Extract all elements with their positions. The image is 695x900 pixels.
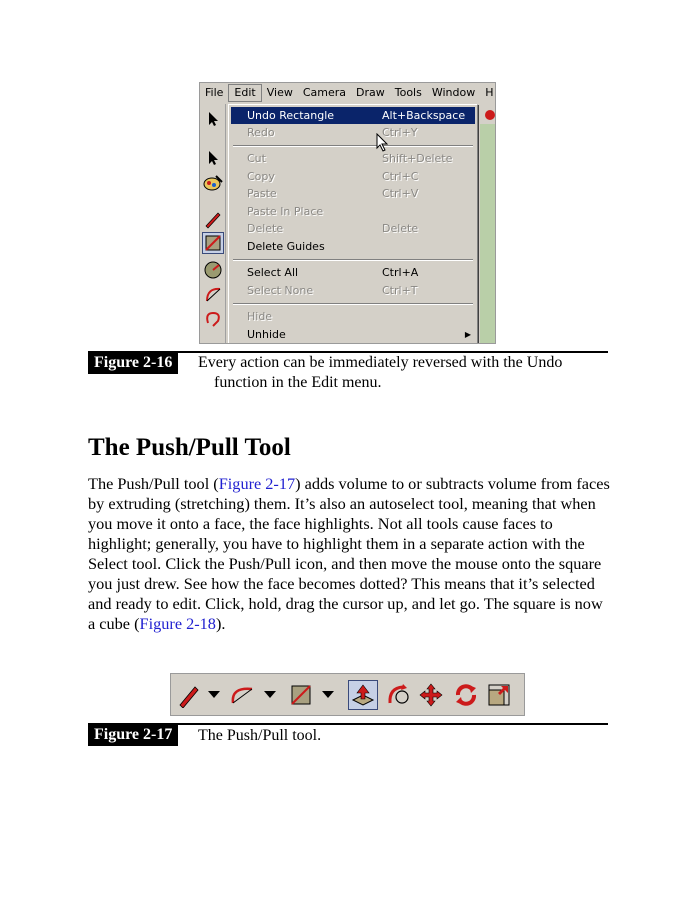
menu-file[interactable]: File (205, 86, 224, 99)
figure-2-16-caption-line-1: Every action can be immediately reversed with the Undo (198, 354, 563, 371)
menu-item-shortcut: Ctrl+Y (382, 126, 418, 139)
menu-item-shortcut: Delete (382, 222, 419, 235)
freehand-tool-icon[interactable] (202, 308, 224, 330)
menu-item-delete-guides[interactable] (231, 238, 475, 255)
select-arrow-icon[interactable] (202, 108, 224, 130)
figure-2-17-caption: The Push/Pull tool. (198, 727, 322, 744)
body-paragraph (88, 474, 612, 634)
dropdown-arrow-icon[interactable] (322, 691, 334, 698)
figure-2-17-label: Figure 2-17 (88, 724, 178, 746)
menu-help[interactable]: H (485, 86, 494, 99)
paragraph-text: ) adds volume to or subtracts volume from faces by extruding (stretching) them. It’s also an autoselect tool, meaning that when you move it onto a face, the face highlights. Not all tools cause faces to highlight; generally, you have to highlight them in a separate action with the Select tool. Click the Push/Pull icon, and then move the mouse onto the square you just drew. See how the face becomes dotted? This means that it’s selected and ready to edit. Click, hold, drag the cursor up, and let go. The square is now a cube ( (88, 474, 610, 633)
section-heading: The Push/Pull Tool (88, 434, 291, 461)
menu-item-shortcut: Ctrl+A (382, 266, 419, 279)
circle-tool-icon[interactable] (202, 259, 224, 281)
menu-item-shortcut: Ctrl+V (382, 187, 419, 200)
dropdown-arrow-icon[interactable] (264, 691, 276, 698)
menu-item-select-none[interactable] (231, 282, 475, 299)
menu-item-undo-rectangle[interactable] (231, 107, 475, 124)
menu-item-hide[interactable] (231, 308, 475, 325)
paragraph-text: The Push/Pull tool ( (88, 474, 219, 493)
figure-2-16-caption-line-2: function in the Edit menu. (214, 374, 382, 391)
menu-separator (233, 303, 473, 305)
menu-item-label: Copy (247, 170, 275, 183)
figure-reference-link[interactable]: Figure 2-18 (139, 614, 216, 633)
scale-tool-icon[interactable] (484, 680, 514, 710)
menu-item-select-all[interactable] (231, 264, 475, 281)
figure-reference-link[interactable]: Figure 2-17 (218, 474, 296, 493)
menu-separator (233, 145, 473, 147)
menu-item-label: Delete Guides (247, 240, 325, 253)
pencil-icon[interactable] (202, 208, 224, 230)
menu-item-unhide[interactable] (231, 326, 475, 343)
menu-camera[interactable]: Camera (302, 86, 347, 99)
menu-item-paste-in-place[interactable] (231, 203, 475, 220)
menu-item-label: Delete (247, 222, 284, 235)
paragraph-text: ). (215, 614, 226, 633)
menu-item-shortcut: Alt+Backspace (382, 109, 466, 122)
menu-item-label: Unhide (247, 328, 286, 341)
arc-tool-icon[interactable] (227, 680, 257, 710)
menu-item-shortcut: Shift+Delete (382, 152, 453, 165)
select-tool-icon[interactable] (202, 147, 224, 169)
menu-bar (200, 83, 496, 103)
figure-2-16-screenshot (199, 82, 496, 344)
figure-2-17-toolbar (170, 673, 525, 716)
edit-menu-dropdown (228, 104, 478, 344)
menu-edit[interactable]: Edit (228, 84, 261, 102)
menu-item-shortcut: Ctrl+T (382, 284, 418, 297)
menu-item-label: Paste (247, 187, 277, 200)
arc-tool-icon[interactable] (202, 284, 224, 306)
submenu-arrow-icon: ▶ (464, 330, 471, 339)
menu-item-shortcut: Ctrl+C (382, 170, 419, 183)
rotate-tool-icon[interactable] (451, 680, 481, 710)
menu-item-label: Undo Rectangle (247, 109, 335, 122)
move-tool-icon[interactable] (416, 680, 446, 710)
menu-item-label: Redo (247, 126, 275, 139)
pencil-icon[interactable] (174, 680, 204, 710)
menu-item-label: Hide (247, 310, 273, 323)
menu-item-label: Select None (247, 284, 314, 297)
mouse-pointer-icon (376, 133, 390, 153)
menu-item-label: Cut (247, 152, 266, 165)
rectangle-tool-icon[interactable] (202, 232, 224, 254)
menu-item-label: Select All (247, 266, 299, 279)
menu-item-delete[interactable] (231, 220, 475, 237)
paint-bucket-icon[interactable] (202, 172, 224, 194)
menu-separator (233, 259, 473, 261)
rectangle-tool-icon[interactable] (286, 680, 316, 710)
tool-palette (200, 104, 226, 344)
menu-draw[interactable]: Draw (356, 86, 385, 99)
menu-view[interactable]: View (266, 86, 293, 99)
dropdown-arrow-icon[interactable] (208, 691, 220, 698)
menu-item-copy[interactable] (231, 168, 475, 185)
drawing-canvas[interactable] (480, 104, 496, 344)
menu-item-paste[interactable] (231, 185, 475, 202)
menu-item-label: Paste In Place (247, 205, 324, 218)
menu-tools[interactable]: Tools (394, 86, 422, 99)
follow-me-tool-icon[interactable] (383, 680, 413, 710)
push-pull-tool-icon[interactable] (348, 680, 378, 710)
menu-item-redo[interactable] (231, 124, 475, 141)
menu-item-cut[interactable] (231, 150, 475, 167)
figure-2-16-label: Figure 2-16 (88, 352, 178, 374)
menu-window[interactable]: Window (431, 86, 476, 99)
